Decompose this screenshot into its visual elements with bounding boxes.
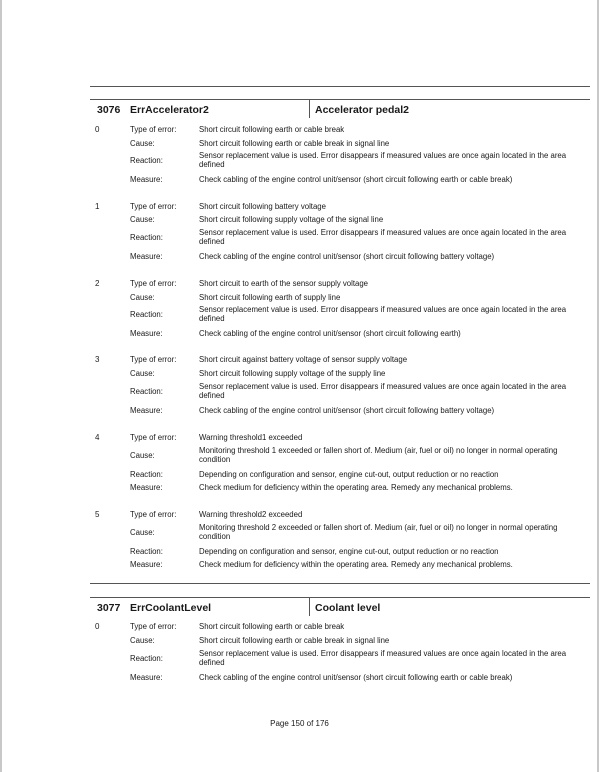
row-label: Cause: [130,451,155,460]
row-value: Sensor replacement value is used. Error disappears if measured values are once again located in the area defined [199,305,567,324]
header-divider [309,99,310,118]
row-label: Cause: [130,369,155,378]
row-value: Sensor replacement value is used. Error disappears if measured values are once again located in the area defined [199,228,567,247]
section-header-rule [90,99,590,100]
row-value: Depending on configuration and sensor, engine cut-out, output reduction or no reaction [199,470,499,479]
row-value: Short circuit following earth or cable break [199,125,345,134]
row-label: Cause: [130,215,155,224]
row-label: Cause: [130,293,155,302]
row-value: Check cabling of the engine control unit/sensor (short circuit following earth or cable break) [199,175,513,184]
section-name: ErrCoolantLevel [130,602,212,614]
row-value: Check medium for deficiency within the operating area. Remedy any mechanical problems. [199,483,513,492]
row-value: Short circuit following earth or cable break in signal line [199,636,390,645]
row-label: Measure: [130,560,163,569]
row-label: Type of error: [130,355,177,364]
error-number: 3 [95,355,100,364]
row-label: Type of error: [130,202,177,211]
row-value: Check cabling of the engine control unit/sensor (short circuit following battery voltage) [199,252,495,261]
row-value: Check cabling of the engine control unit/sensor (short circuit following earth or cable break) [199,673,513,682]
section-header-rule [90,597,590,598]
row-label: Type of error: [130,433,177,442]
row-label: Measure: [130,406,163,415]
row-value: Short circuit following supply voltage of the signal line [199,215,384,224]
error-number: 2 [95,279,100,288]
row-value: Short circuit following battery voltage [199,202,326,211]
row-label: Measure: [130,673,163,682]
row-label: Reaction: [130,387,163,396]
error-number: 0 [95,622,100,631]
error-number: 1 [95,202,100,211]
row-label: Type of error: [130,510,177,519]
row-label: Reaction: [130,470,163,479]
row-value: Short circuit following earth or cable break in signal line [199,139,390,148]
page-number: Page 150 of 176 [270,719,329,728]
row-label: Reaction: [130,310,163,319]
row-label: Measure: [130,483,163,492]
row-value: Check cabling of the engine control unit/sensor (short circuit following earth) [199,329,461,338]
row-value: Short circuit following supply voltage of the supply line [199,369,386,378]
row-value: Short circuit following earth of supply line [199,293,341,302]
header-divider [309,597,310,616]
row-label: Reaction: [130,547,163,556]
row-label: Reaction: [130,156,163,165]
error-number: 5 [95,510,100,519]
section-name: ErrAccelerator2 [130,104,209,116]
row-value: Short circuit against battery voltage of sensor supply voltage [199,355,408,364]
error-number: 0 [95,125,100,134]
section-code: 3077 [97,602,121,614]
row-value: Check cabling of the engine control unit/sensor (short circuit following battery voltage) [199,406,495,415]
section-code: 3076 [97,104,121,116]
row-label: Type of error: [130,125,177,134]
row-value: Warning threshold1 exceeded [199,433,303,442]
row-value: Sensor replacement value is used. Error disappears if measured values are once again located in the area defined [199,382,567,401]
row-value: Depending on configuration and sensor, engine cut-out, output reduction or no reaction [199,547,499,556]
row-label: Cause: [130,636,155,645]
row-label: Cause: [130,528,155,537]
row-label: Measure: [130,252,163,261]
row-label: Reaction: [130,233,163,242]
row-value: Monitoring threshold 1 exceeded or fallen short of. Medium (air, fuel or oil) no longer in normal operating condition [199,446,558,465]
row-label: Measure: [130,175,163,184]
section-title: Coolant level [315,602,381,614]
row-value: Sensor replacement value is used. Error disappears if measured values are once again located in the area defined [199,151,567,170]
row-value: Monitoring threshold 2 exceeded or fallen short of. Medium (air, fuel or oil) no longer in normal operating condition [199,523,558,542]
section-title: Accelerator pedal2 [315,104,409,116]
row-label: Type of error: [130,279,177,288]
row-value: Sensor replacement value is used. Error disappears if measured values are once again located in the area defined [199,649,567,668]
section-top-rule [90,86,590,87]
row-label: Reaction: [130,654,163,663]
row-label: Cause: [130,139,155,148]
section-top-rule [90,583,590,584]
row-label: Measure: [130,329,163,338]
row-value: Check medium for deficiency within the operating area. Remedy any mechanical problems. [199,560,513,569]
row-value: Warning threshold2 exceeded [199,510,303,519]
row-value: Short circuit to earth of the sensor supply voltage [199,279,369,288]
row-value: Short circuit following earth or cable break [199,622,345,631]
error-number: 4 [95,433,100,442]
row-label: Type of error: [130,622,177,631]
